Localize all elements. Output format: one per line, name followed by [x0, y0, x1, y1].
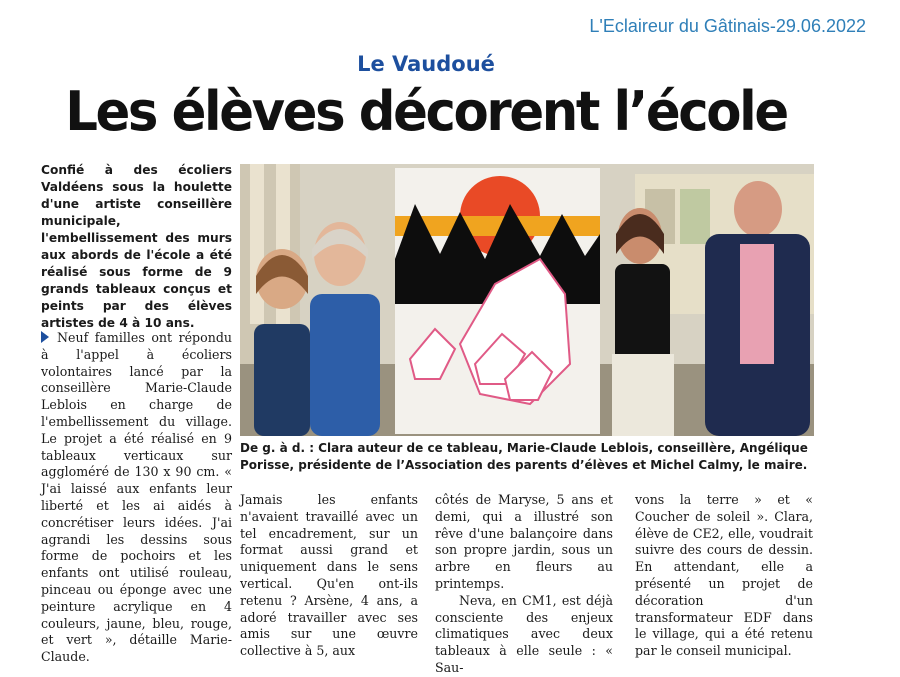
article-column-2: Jamais les enfants n'avaient travaillé avec un tel encadrement, sur un format aussi grand et uniquement dans le sens vertical. Qu'en ont-ils retenu ? Arsène, 4 ans, a adoré travailler avec ses amis sur une œuvre collective à 5, aux — [240, 492, 418, 659]
article-column-1-text: Neuf familles ont répondu à l'appel à écoliers volontaires lancé par la conseillère Marie-Claude Leblois en charge de l'embellissement du village. Le projet a été réalisé en 9 tableaux verticaux sur aggloméré de 130 x 90 cm. « J'ai laissé aux enfants leur liberté et les ai aidés à concrétiser leurs idées. J'ai agrandi les dessins sous forme de pochoirs et les enfants ont utilisé rouleau, pinceau ou éponge avec une peinture acrylique en 4 couleurs, jaune, bleu, rouge, et vert », détaille Marie-Claude. — [41, 330, 232, 665]
article-column-3 — [435, 492, 613, 677]
article-column-3-part-1: côtés de Maryse, 5 ans et demi, qui a illustré son rêve d'une balançoire dans son propre jardin, sous un arbre en fleurs au printemps. — [435, 492, 613, 591]
headline: Les élèves décorent l’école — [65, 80, 787, 143]
article-column-1 — [41, 330, 232, 666]
article-column-4: vons la terre » et « Coucher de soleil ». Clara, élève de CE2, elle, voudrait suivre des cours de dessin. En attendant, elle a présenté un projet de décoration d'un transformateur EDF dans le village, qui a été retenu par le conseil municipal. — [635, 492, 813, 659]
article-photo — [240, 164, 814, 436]
lead-paragraph: Confié à des écoliers Valdéens sous la houlette d'une artiste conseillère municipale, l'embellissement des murs aux abords de l'école a été réalisé sous forme de 9 grands tableaux conçus et peints par des élèves artistes de 4 à 10 ans. — [41, 163, 232, 330]
photo-caption: De g. à d. : Clara auteur de ce tableau, Marie-Claude Leblois, conseillère, Angélique Porisse, présidente de l’Association des parents d’élèves et Michel Calmy, le maire. — [240, 441, 808, 472]
location-kicker: Le Vaudoué — [357, 52, 495, 76]
paragraph-marker-icon — [41, 331, 49, 343]
article-column-3-part-2: Neva, en CM1, est déjà consciente des enjeux climatiques avec deux tableaux à elle seule : « Sau- — [435, 592, 613, 675]
newspaper-source: L'Eclaireur du Gâtinais-29.06.2022 — [589, 16, 866, 36]
